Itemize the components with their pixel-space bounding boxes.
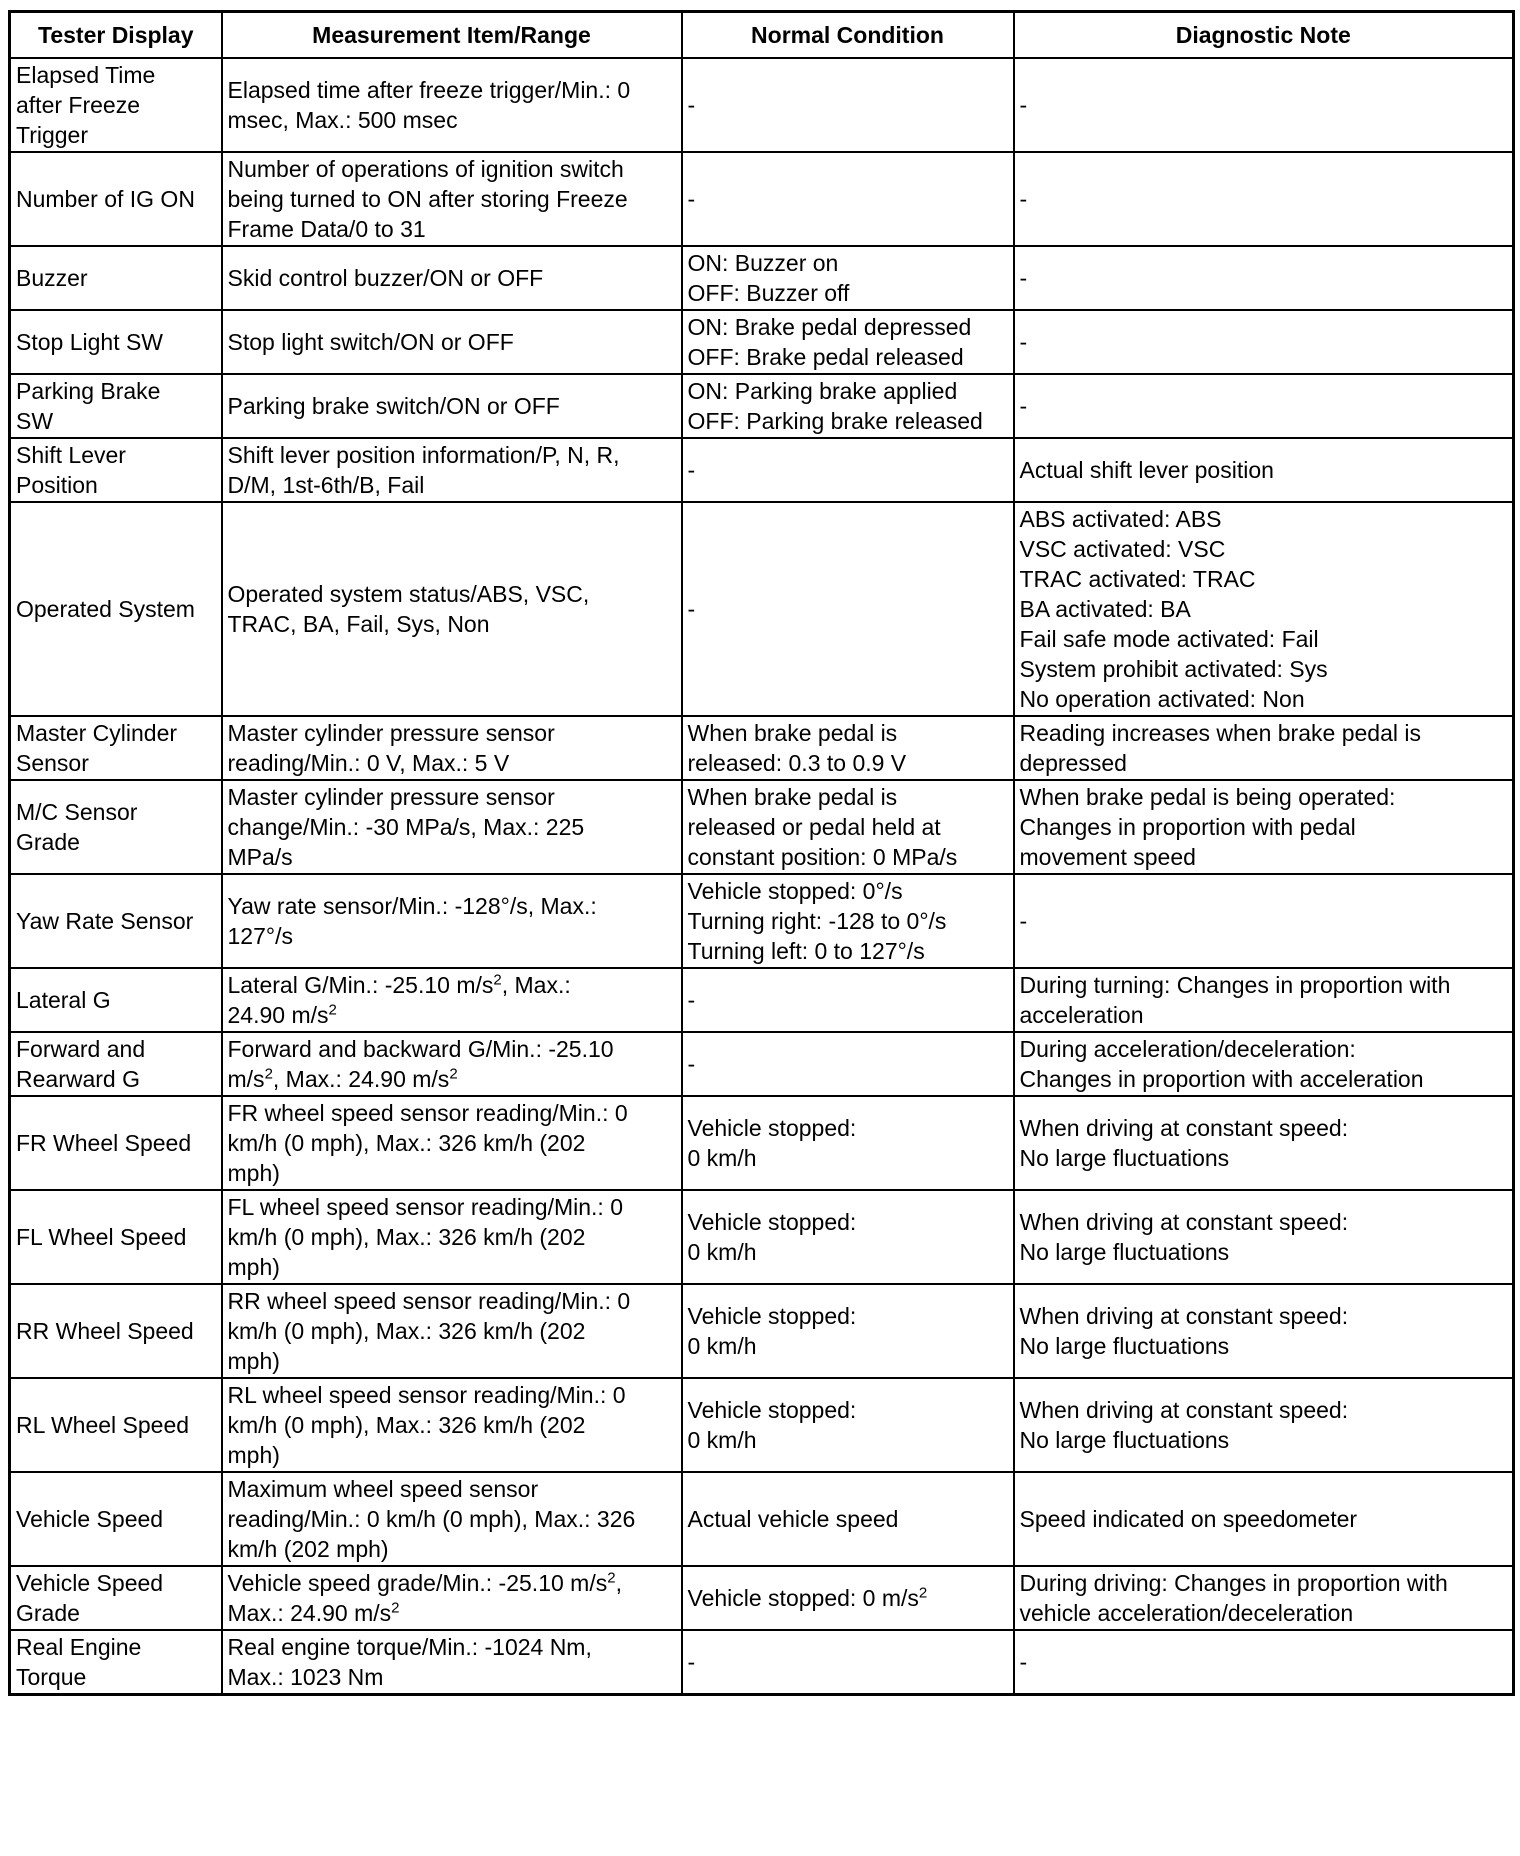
table-row [10, 246, 1514, 310]
cell-diagnostic-note: - [1014, 874, 1514, 968]
table-row [10, 716, 1514, 780]
table-row [10, 1472, 1514, 1566]
cell-diagnostic-note: When driving at constant speed: No large fluctuations [1014, 1284, 1514, 1378]
speed-grade-range-part-3: Max.: 24.90 m/s [227, 1600, 392, 1626]
cell-diagnostic-note: - [1014, 246, 1514, 310]
superscript-2: 2 [391, 1599, 400, 1617]
cell-tester-display: RL Wheel Speed [10, 1378, 222, 1472]
cell-measurement-item: FR wheel speed sensor reading/Min.: 0 km/h (0 mph), Max.: 326 km/h (202 mph) [222, 1096, 682, 1190]
cell-diagnostic-note: During driving: Changes in proportion with vehicle acceleration/deceleration [1014, 1566, 1514, 1630]
cell-normal-condition [682, 1566, 1014, 1630]
cell-normal-condition: - [682, 438, 1014, 502]
cell-diagnostic-note: Actual shift lever position [1014, 438, 1514, 502]
cell-tester-display: Operated System [10, 502, 222, 716]
lateral-g-range-part-2: , Max.: [501, 972, 571, 998]
cell-normal-condition: - [682, 1032, 1014, 1096]
table-row [10, 58, 1514, 152]
lateral-g-range-part-3: 24.90 m/s [227, 1002, 329, 1028]
cell-normal-condition: - [682, 58, 1014, 152]
cell-normal-condition: Vehicle stopped: 0 km/h [682, 1190, 1014, 1284]
cell-tester-display: Stop Light SW [10, 310, 222, 374]
speed-grade-range-part-1: Vehicle speed grade/Min.: -25.10 m/s [227, 1570, 608, 1596]
cell-tester-display: FR Wheel Speed [10, 1096, 222, 1190]
table-row [10, 1096, 1514, 1190]
cell-diagnostic-note: Speed indicated on speedometer [1014, 1472, 1514, 1566]
cell-measurement-item: RL wheel speed sensor reading/Min.: 0 km/h (0 mph), Max.: 326 km/h (202 mph) [222, 1378, 682, 1472]
cell-measurement-item: Parking brake switch/ON or OFF [222, 374, 682, 438]
cell-tester-display: M/C Sensor Grade [10, 780, 222, 874]
cell-normal-condition: When brake pedal is released or pedal held at constant position: 0 MPa/s [682, 780, 1014, 874]
cell-measurement-item: Maximum wheel speed sensor reading/Min.: 0 km/h (0 mph), Max.: 326 km/h (202 mph) [222, 1472, 682, 1566]
superscript-2: 2 [264, 1065, 273, 1083]
cell-tester-display: Vehicle Speed [10, 1472, 222, 1566]
cell-measurement-item: Master cylinder pressure sensor reading/Min.: 0 V, Max.: 5 V [222, 716, 682, 780]
cell-measurement-item: Real engine torque/Min.: -1024 Nm, Max.: 1023 Nm [222, 1630, 682, 1695]
superscript-2: 2 [493, 971, 502, 989]
table-row [10, 438, 1514, 502]
cell-normal-condition: ON: Buzzer on OFF: Buzzer off [682, 246, 1014, 310]
table-row [10, 374, 1514, 438]
cell-tester-display: Forward and Rearward G [10, 1032, 222, 1096]
cell-normal-condition: ON: Parking brake applied OFF: Parking brake released [682, 374, 1014, 438]
lateral-g-range-part-1: Lateral G/Min.: -25.10 m/s [227, 972, 494, 998]
cell-diagnostic-note: When brake pedal is being operated: Changes in proportion with pedal movement speed [1014, 780, 1514, 874]
cell-diagnostic-note: Reading increases when brake pedal is depressed [1014, 716, 1514, 780]
cell-diagnostic-note: ABS activated: ABS VSC activated: VSC TRAC activated: TRAC BA activated: BA Fail safe mode activated: Fail System prohibit activated: Sys No operation activated: Non [1014, 502, 1514, 716]
superscript-2: 2 [918, 1584, 928, 1602]
cell-measurement-item: Skid control buzzer/ON or OFF [222, 246, 682, 310]
superscript-2: 2 [449, 1065, 458, 1083]
header-tester-display: Tester Display [10, 12, 222, 59]
cell-tester-display: Parking Brake SW [10, 374, 222, 438]
cell-normal-condition: - [682, 1630, 1014, 1695]
cell-normal-condition: Actual vehicle speed [682, 1472, 1014, 1566]
header-measurement-item: Measurement Item/Range [222, 12, 682, 59]
cell-normal-condition: When brake pedal is released: 0.3 to 0.9 V [682, 716, 1014, 780]
table-row [10, 310, 1514, 374]
speed-grade-range-part-2: , [615, 1570, 622, 1596]
cell-tester-display: Elapsed Time after Freeze Trigger [10, 58, 222, 152]
cell-measurement-item: Number of operations of ignition switch being turned to ON after storing Freeze Frame Data/0 to 31 [222, 152, 682, 246]
cell-measurement-item: Master cylinder pressure sensor change/Min.: -30 MPa/s, Max.: 225 MPa/s [222, 780, 682, 874]
cell-measurement-item: Shift lever position information/P, N, R, D/M, 1st-6th/B, Fail [222, 438, 682, 502]
cell-measurement-item [222, 1566, 682, 1630]
data-list-table [8, 10, 1515, 1696]
cell-tester-display: Yaw Rate Sensor [10, 874, 222, 968]
table-row [10, 1566, 1514, 1630]
speed-grade-normal-text: Vehicle stopped: 0 m/s [687, 1585, 919, 1611]
header-row [10, 12, 1514, 59]
cell-measurement-item: RR wheel speed sensor reading/Min.: 0 km/h (0 mph), Max.: 326 km/h (202 mph) [222, 1284, 682, 1378]
superscript-2: 2 [607, 1569, 616, 1587]
cell-normal-condition: - [682, 502, 1014, 716]
cell-diagnostic-note: - [1014, 1630, 1514, 1695]
cell-diagnostic-note: When driving at constant speed: No large fluctuations [1014, 1378, 1514, 1472]
cell-normal-condition: - [682, 152, 1014, 246]
table-row [10, 502, 1514, 716]
cell-diagnostic-note: When driving at constant speed: No large fluctuations [1014, 1096, 1514, 1190]
cell-diagnostic-note: - [1014, 374, 1514, 438]
cell-normal-condition: ON: Brake pedal depressed OFF: Brake pedal released [682, 310, 1014, 374]
forward-g-range-part-2: m/s [227, 1066, 265, 1092]
cell-normal-condition: - [682, 968, 1014, 1032]
table-row [10, 968, 1514, 1032]
cell-diagnostic-note: - [1014, 310, 1514, 374]
cell-tester-display: Lateral G [10, 968, 222, 1032]
cell-normal-condition: Vehicle stopped: 0 km/h [682, 1284, 1014, 1378]
cell-tester-display: Shift Lever Position [10, 438, 222, 502]
cell-tester-display: Real Engine Torque [10, 1630, 222, 1695]
cell-diagnostic-note: When driving at constant speed: No large fluctuations [1014, 1190, 1514, 1284]
table-row [10, 1378, 1514, 1472]
cell-tester-display: RR Wheel Speed [10, 1284, 222, 1378]
table-row [10, 874, 1514, 968]
cell-tester-display: Buzzer [10, 246, 222, 310]
cell-normal-condition: Vehicle stopped: 0°/s Turning right: -128 to 0°/s Turning left: 0 to 127°/s [682, 874, 1014, 968]
cell-diagnostic-note: - [1014, 152, 1514, 246]
table-row [10, 152, 1514, 246]
cell-measurement-item: Elapsed time after freeze trigger/Min.: 0 msec, Max.: 500 msec [222, 58, 682, 152]
forward-g-range-part-1: Forward and backward G/Min.: -25.10 [227, 1036, 614, 1062]
cell-diagnostic-note: - [1014, 58, 1514, 152]
cell-measurement-item [222, 1032, 682, 1096]
table-row [10, 780, 1514, 874]
cell-measurement-item: Operated system status/ABS, VSC, TRAC, BA, Fail, Sys, Non [222, 502, 682, 716]
table-row [10, 1630, 1514, 1695]
cell-diagnostic-note: During acceleration/deceleration: Changes in proportion with acceleration [1014, 1032, 1514, 1096]
superscript-2: 2 [328, 1001, 337, 1019]
table-row [10, 1032, 1514, 1096]
table-row [10, 1284, 1514, 1378]
cell-tester-display: Vehicle Speed Grade [10, 1566, 222, 1630]
table-row [10, 1190, 1514, 1284]
cell-normal-condition: Vehicle stopped: 0 km/h [682, 1378, 1014, 1472]
header-normal-condition: Normal Condition [682, 12, 1014, 59]
forward-g-range-part-3: , Max.: 24.90 m/s [272, 1066, 450, 1092]
cell-normal-condition: Vehicle stopped: 0 km/h [682, 1096, 1014, 1190]
cell-tester-display: Master Cylinder Sensor [10, 716, 222, 780]
data-table-container [8, 10, 1512, 1696]
cell-diagnostic-note: During turning: Changes in proportion with acceleration [1014, 968, 1514, 1032]
header-diagnostic-note: Diagnostic Note [1014, 12, 1514, 59]
cell-measurement-item: FL wheel speed sensor reading/Min.: 0 km/h (0 mph), Max.: 326 km/h (202 mph) [222, 1190, 682, 1284]
cell-measurement-item [222, 968, 682, 1032]
cell-measurement-item: Stop light switch/ON or OFF [222, 310, 682, 374]
cell-tester-display: FL Wheel Speed [10, 1190, 222, 1284]
cell-measurement-item: Yaw rate sensor/Min.: -128°/s, Max.: 127°/s [222, 874, 682, 968]
cell-tester-display: Number of IG ON [10, 152, 222, 246]
